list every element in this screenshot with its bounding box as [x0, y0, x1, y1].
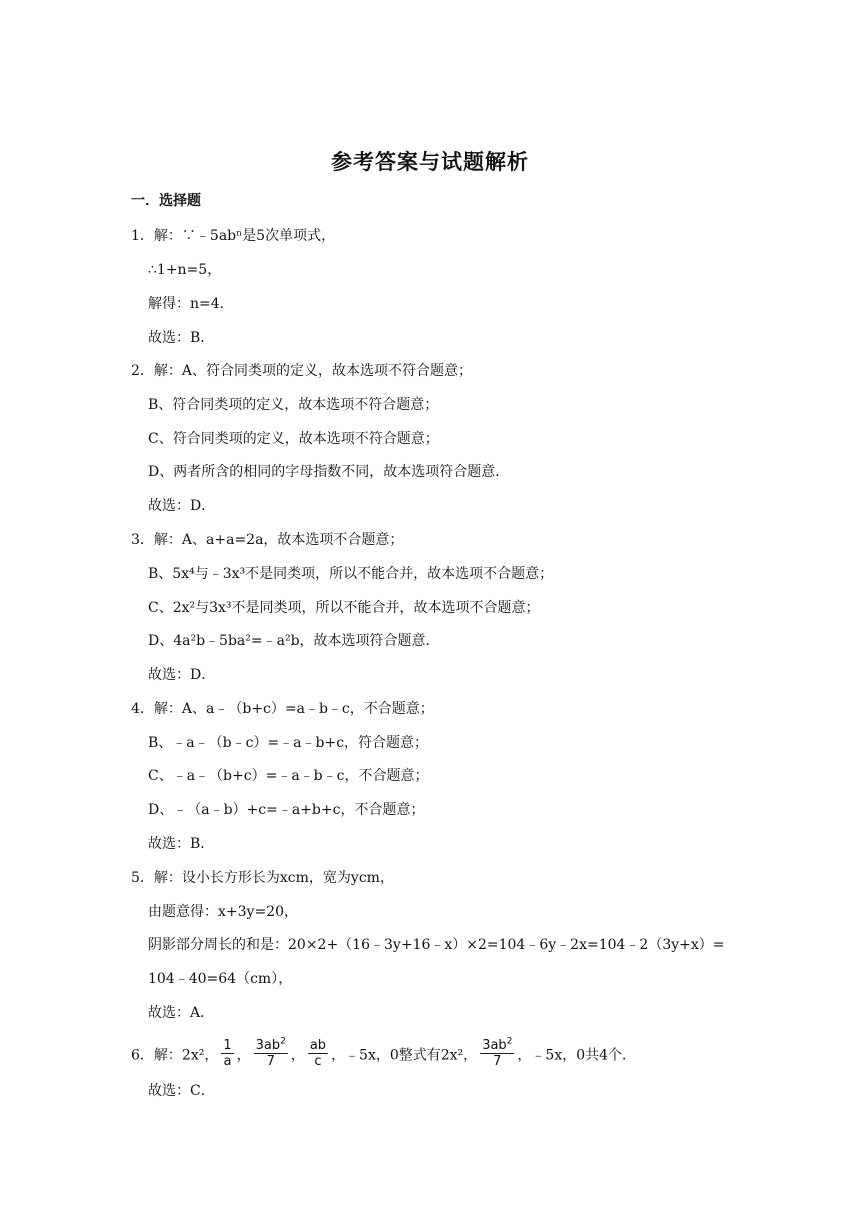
q2-line-2: B、符合同类项的定义，故本选项不符合题意；: [148, 397, 439, 413]
q3-line-1: 3．解：A、a+a=2a，故本选项不合题意；: [131, 532, 404, 548]
numerator-base: 3ab: [482, 1038, 507, 1053]
q1-line-1: 1．解：∵﹣5abⁿ是5次单项式，: [131, 228, 336, 244]
fraction-denominator: a: [223, 1054, 232, 1069]
q6-prefix: 6．解：2x²，: [131, 1047, 219, 1064]
q3-line-2: B、5x⁴与﹣3x³不是同类项，所以不能合并，故本选项不合题意；: [148, 566, 554, 582]
fraction-1-over-a: [221, 1038, 233, 1069]
section-heading: 一．选择题: [131, 193, 201, 209]
q4-line-1: 4．解：A、a﹣（b+c）=a﹣b﹣c，不合题意；: [131, 701, 434, 717]
separator: ，: [236, 1047, 251, 1064]
q4-line-3: C、﹣a﹣（b+c）=﹣a﹣b﹣c，不合题意；: [148, 768, 429, 784]
page-title: 参考答案与试题解析: [331, 149, 529, 174]
q6-line-1: [131, 1036, 637, 1071]
q3-answer: 故选：D．: [148, 667, 216, 683]
q6-answer: 故选：C．: [148, 1083, 215, 1099]
numerator-exponent: 2: [506, 1036, 513, 1047]
fraction-denominator: 7: [493, 1054, 502, 1069]
q2-answer: 故选：D．: [148, 498, 216, 514]
fraction-numerator: [254, 1038, 288, 1054]
numerator-base: 3ab: [255, 1038, 281, 1053]
q2-line-1: 2．解：A、符合同类项的定义，故本选项不符合题意；: [131, 363, 473, 379]
fraction-3ab2-over-7: [254, 1038, 288, 1069]
q6-middle-text: ，﹣5x，0整式有2x²，: [331, 1047, 478, 1064]
separator: ，: [290, 1047, 305, 1064]
q4-answer: 故选：B．: [148, 836, 215, 852]
q1-line-3: 解得：n=4．: [148, 296, 234, 312]
q2-line-3: C、符合同类项的定义，故本选项不符合题意；: [148, 431, 439, 447]
q5-line-1: 5．解：设小长方形长为xcm，宽为ycm，: [131, 870, 394, 886]
q5-line-2: 由题意得：x+3y=20，: [148, 904, 298, 920]
fraction-ab-over-c: [308, 1038, 328, 1069]
q5-answer: 故选：A．: [148, 1005, 215, 1021]
fraction-numerator: [480, 1038, 514, 1054]
q3-line-3: C、2x²与3x³不是同类项，所以不能合并，故本选项不合题意；: [148, 600, 540, 616]
q1-line-2: ∴1+n=5，: [148, 262, 222, 278]
fraction-denominator: 7: [266, 1054, 275, 1069]
fraction-denominator: c: [314, 1054, 322, 1069]
q3-line-4: D、4a²b﹣5ba²=﹣a²b，故本选项符合题意．: [148, 633, 440, 649]
q5-line-4: 104﹣40=64（cm），: [148, 971, 293, 987]
numerator-exponent: 2: [280, 1036, 286, 1047]
q4-line-2: B、﹣a﹣（b﹣c）=﹣a﹣b+c，符合题意；: [148, 735, 429, 751]
q2-line-4: D、两者所含的相同的字母指数不同，故本选项符合题意．: [148, 464, 510, 480]
fraction-numerator: 1: [223, 1038, 232, 1053]
q5-line-3: 阴影部分周长的和是：20×2+（16﹣3y+16﹣x）×2=104﹣6y﹣2x=104﹣2（3y+x）=: [148, 937, 725, 953]
q6-suffix: ，﹣5x，0共4个．: [517, 1047, 637, 1064]
fraction-numerator: ab: [309, 1038, 327, 1053]
q4-line-4: D、﹣（a﹣b）+c=﹣a+b+c，不合题意；: [148, 802, 425, 818]
fraction-3ab2-over-7-repeat: [480, 1038, 514, 1069]
q1-answer: 故选：B．: [148, 330, 215, 346]
